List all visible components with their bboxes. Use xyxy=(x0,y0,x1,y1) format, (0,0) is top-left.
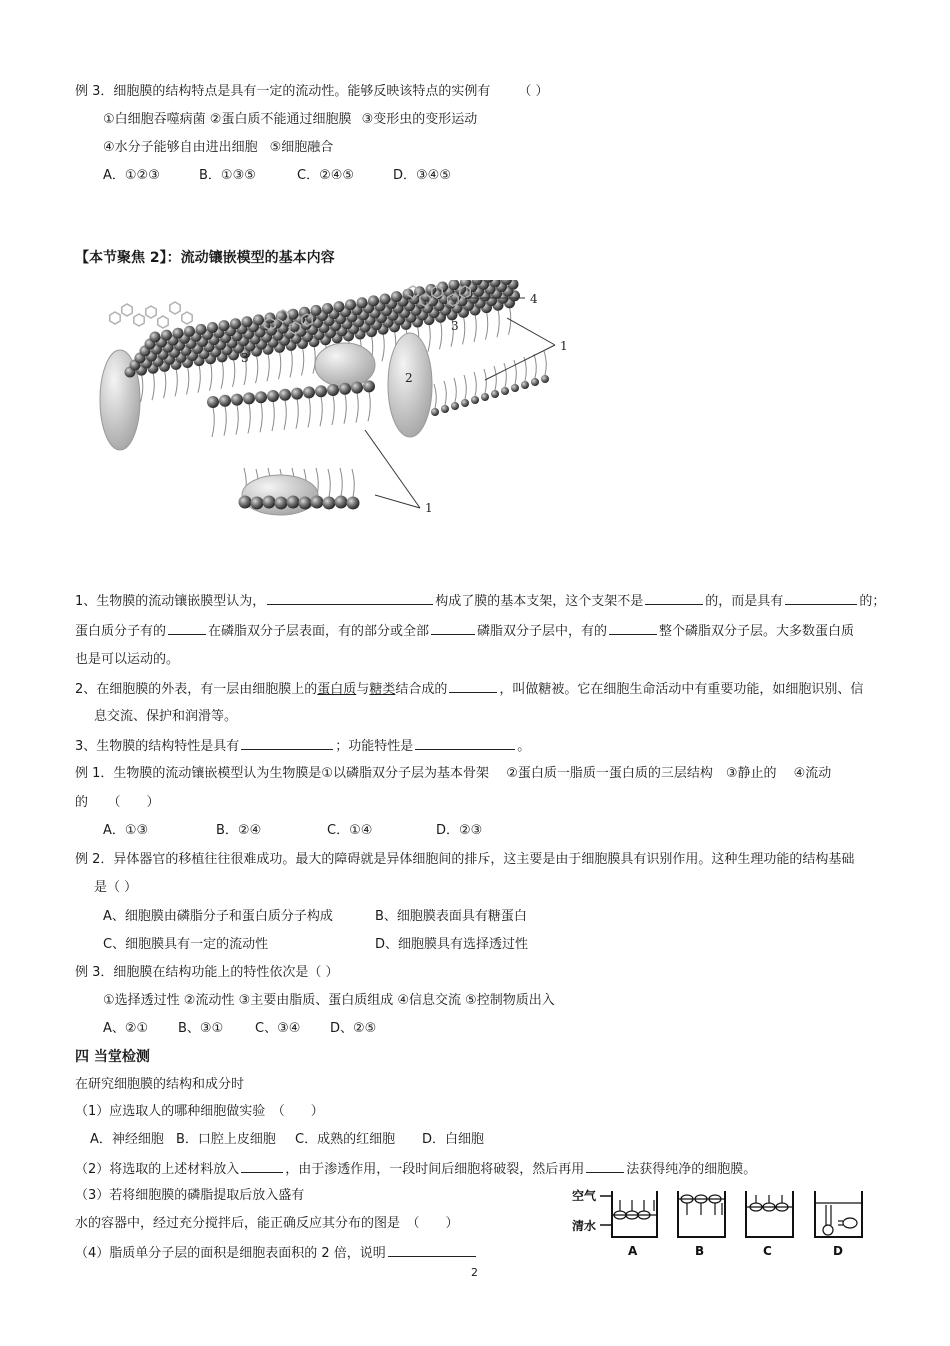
phospholipid-head xyxy=(334,301,345,312)
beaker-label-d: D xyxy=(833,1244,843,1258)
protein-center xyxy=(315,343,375,387)
phospholipid-head xyxy=(279,389,291,401)
phospholipid-tail xyxy=(534,354,536,378)
blank-q2-medium[interactable] xyxy=(241,1160,283,1173)
phospholipid-head xyxy=(287,496,300,509)
item3: 3、生物膜的结构特性是具有 ；功能特性是 。 xyxy=(75,739,531,754)
phospholipid-tail xyxy=(260,402,262,432)
phospholipid-head xyxy=(219,320,230,331)
phospholipid-head xyxy=(426,284,437,295)
ex3-top-items-line1: ①白细胞吞噬病菌 ②蛋白质不能通过细胞膜 ③变形虫的变形运动 xyxy=(103,112,478,127)
phospholipid-head xyxy=(207,322,218,333)
phospholipid-head xyxy=(323,497,336,510)
phospholipid-head xyxy=(511,384,519,392)
phospholipid-head xyxy=(391,291,402,302)
phospholipid-head xyxy=(275,497,288,510)
sugar-chain xyxy=(122,304,132,316)
sugar-chain xyxy=(182,312,192,324)
ex1-option-d: D．②③ xyxy=(436,823,483,838)
sugar-chain xyxy=(170,302,180,314)
phospholipid-tail xyxy=(509,307,511,335)
phospholipid-head xyxy=(267,390,279,402)
phospholipid-head xyxy=(335,496,348,509)
fluid-mosaic-membrane-figure xyxy=(75,280,595,570)
q4: （4）脂质单分子层的面积是细胞表面积的 2 倍，说明 xyxy=(75,1244,478,1262)
figure-label-4: 4 xyxy=(530,292,538,306)
beaker-a-lipids xyxy=(612,1200,657,1219)
item2-line1: 2、在细胞膜的外表，有一层由细胞膜上的蛋白质与糖类结合成的 ，叫做糖被。它在细胞生命活动中有重要功能，如细胞识别、信 xyxy=(75,682,864,697)
figure-label-3-right: 3 xyxy=(451,319,459,333)
ex2-option-d: D、细胞膜具有选择透过性 xyxy=(375,937,529,952)
phospholipid-head xyxy=(299,497,312,510)
phospholipid-tail xyxy=(210,363,212,391)
phospholipid-head xyxy=(288,309,299,320)
protein-label-2 xyxy=(388,333,432,437)
phospholipid-head xyxy=(255,391,267,403)
phospholipid-head xyxy=(311,305,322,316)
phospholipid-tail xyxy=(434,384,436,408)
q1-option-b: B．口腔上皮细胞 xyxy=(176,1132,276,1147)
phospholipid-head xyxy=(451,402,459,410)
ex3-top-option-c: C．②④⑤ xyxy=(297,168,355,183)
phospholipid-tail xyxy=(486,312,488,340)
phospholipid-tail xyxy=(198,365,200,393)
phospholipid-head xyxy=(251,497,264,510)
phospholipid-head xyxy=(243,392,255,404)
blank-structural-property[interactable] xyxy=(241,737,333,750)
blank-spanning[interactable] xyxy=(609,622,657,635)
phospholipid-tail xyxy=(344,394,346,424)
ex3-top-items-line2: ④水分子能够自由进出细胞 ⑤细胞融合 xyxy=(103,140,334,155)
phospholipid-head xyxy=(351,382,363,394)
phospholipid-tail xyxy=(454,378,456,402)
phospholipid-tail xyxy=(463,316,465,344)
beaker-label-b: B xyxy=(695,1244,705,1258)
phospholipid-tail xyxy=(497,309,499,337)
phospholipid-tail xyxy=(504,363,506,387)
phospholipid-head xyxy=(242,316,253,327)
blank-q2-method[interactable] xyxy=(586,1160,624,1173)
ex1-option-b: B．②④ xyxy=(216,823,262,838)
sugar-chain xyxy=(134,314,144,326)
phospholipid-tail xyxy=(464,375,466,399)
blank-q4[interactable] xyxy=(388,1244,476,1257)
ex1-option-a: A．①③ xyxy=(103,823,149,838)
phospholipid-tail xyxy=(484,369,486,393)
phospholipid-tail xyxy=(382,333,384,361)
ex3-stem: 例 3．细胞膜在结构功能上的特性依次是（ ） xyxy=(75,965,339,980)
phospholipid-head xyxy=(253,314,264,325)
ex3-option-b: B、③① xyxy=(178,1021,224,1036)
ex3-top-option-a: A．①②③ xyxy=(103,168,160,183)
phospholipid-head xyxy=(303,386,315,398)
phospholipid-tail xyxy=(272,401,274,431)
ex3-option-a: A、②① xyxy=(103,1021,149,1036)
phospholipid-head xyxy=(231,394,243,406)
sugar-chain xyxy=(146,306,156,318)
phospholipid-head xyxy=(291,388,303,400)
phospholipid-tail xyxy=(296,399,298,429)
ex1-option-c: C．①④ xyxy=(327,823,373,838)
blank-embedded-surface[interactable] xyxy=(168,622,206,635)
section4-heading: 四 当堂检测 xyxy=(75,1049,150,1065)
phospholipid-tail xyxy=(474,372,476,396)
ex3-option-d: D、②⑤ xyxy=(330,1021,377,1036)
phospholipid-head xyxy=(184,326,195,337)
beaker-d-lipids xyxy=(815,1203,862,1235)
phospholipid-tail xyxy=(248,403,250,433)
phospholipid-head xyxy=(263,496,276,509)
beaker-c-lipids xyxy=(746,1195,793,1211)
phospholipid-tail xyxy=(290,349,292,377)
phospholipid-head xyxy=(521,381,529,389)
item1-line1: 1、生物膜的流动镶嵌膜型认为， 构成了膜的基本支架，这个支架不是 的，而是具有 的； xyxy=(75,594,886,609)
phospholipid-tail xyxy=(368,391,370,421)
phospholipid-head xyxy=(322,303,333,314)
phospholipid-head xyxy=(196,324,207,335)
item1-line3: 也是可以运动的。 xyxy=(75,652,180,667)
blank-glycoprotein[interactable] xyxy=(449,680,497,693)
beaker-b-lipids xyxy=(678,1195,725,1215)
phospholipid-tail xyxy=(233,359,235,387)
phospholipid-tail xyxy=(328,469,330,497)
figure-label-2: 2 xyxy=(405,371,413,385)
figure-label-1-top: 1 xyxy=(560,339,568,353)
phospholipid-tail xyxy=(152,372,154,400)
phospholipid-head xyxy=(315,385,327,397)
phospholipid-head xyxy=(461,399,469,407)
ex3-top-option-d: D．③④⑤ xyxy=(393,168,451,183)
phospholipid-tail xyxy=(267,353,269,381)
phospholipid-tail xyxy=(187,367,189,395)
phospholipid-tail xyxy=(141,374,143,402)
blank-not-static[interactable] xyxy=(645,592,703,605)
phospholipid-head xyxy=(491,390,499,398)
phospholipid-head xyxy=(173,328,184,339)
focus2-heading: 【本节聚焦 2】：流动镶嵌模型的基本内容 xyxy=(75,250,335,266)
beaker-label-a: A xyxy=(628,1244,638,1258)
ex1-stem2: 的 （ ） xyxy=(75,795,160,810)
phospholipid-head xyxy=(327,384,339,396)
figure-label-3-left: 3 xyxy=(241,351,249,365)
item2-line2: 息交流、保护和润滑等。 xyxy=(94,709,238,724)
ex1-stem: 例 1．生物膜的流动镶嵌模型认为生物膜是①以磷脂双分子层为基本骨架 ②蛋白质一脂质一蛋白质的三层结构 ③静止的 ④流动 xyxy=(75,766,832,781)
phospholipid-head xyxy=(541,375,549,383)
phospholipid-head xyxy=(531,378,539,386)
ex3-top-option-b: B．①③⑤ xyxy=(199,168,256,183)
phospholipid-tail xyxy=(340,468,342,496)
figure-label-1-bottom: 1 xyxy=(425,501,433,515)
phospholipid-tail xyxy=(212,407,214,437)
q1-option-c: C．成熟的红细胞 xyxy=(295,1132,396,1147)
section4-intro: 在研究细胞膜的结构和成分时 xyxy=(75,1077,245,1092)
phospholipid-head xyxy=(368,295,379,306)
phospholipid-tail xyxy=(444,381,446,405)
phospholipid-head xyxy=(311,496,324,509)
phospholipid-tail xyxy=(279,351,281,379)
beaker-air-label: 空气 xyxy=(572,1189,597,1203)
q3-line2: 水的容器中，经过充分搅拌后，能正确反应其分布的图是 （ ） xyxy=(75,1216,459,1231)
phospholipid-head xyxy=(431,408,439,416)
ex2-option-c: C、细胞膜具有一定的流动性 xyxy=(103,937,269,952)
phospholipid-tail xyxy=(320,396,322,426)
phospholipid-tail xyxy=(494,366,496,390)
ex3-option-c: C、③④ xyxy=(255,1021,301,1036)
blank-fluidity[interactable] xyxy=(785,592,857,605)
phospholipid-tail xyxy=(256,355,258,383)
phospholipid-tail xyxy=(164,370,166,398)
phospholipid-beakers-figure xyxy=(570,1185,890,1260)
phospholipid-tail xyxy=(284,400,286,430)
phospholipid-tail xyxy=(428,324,430,352)
phospholipid-tail xyxy=(175,368,177,396)
phospholipid-head xyxy=(339,383,351,395)
ex2-stem2: 是（ ） xyxy=(94,880,138,895)
ex3-items: ①选择透过性 ②流动性 ③主要由脂质、蛋白质组成 ④信息交流 ⑤控制物质出入 xyxy=(103,993,555,1008)
ex2-stem: 例 2．异体器官的移植往往很难成功。最大的障碍就是异体细胞间的排斥，这主要是由于细胞膜具有识别作用。这种生理功能的结构基础 xyxy=(75,852,855,867)
q1-option-a: A．神经细胞 xyxy=(90,1132,164,1147)
phospholipid-head xyxy=(239,496,252,509)
phospholipid-tail xyxy=(308,397,310,427)
phospholipid-head xyxy=(481,393,489,401)
blank-embedded-in[interactable] xyxy=(431,622,475,635)
item1-line2: 蛋白质分子有的 在磷脂双分子层表面，有的部分或全部 磷脂双分子层中，有的 整个磷脂双分子层。大多数蛋白质 xyxy=(75,624,855,639)
phospholipid-head xyxy=(345,299,356,310)
phospholipid-head xyxy=(441,405,449,413)
beaker-water-label: 清水 xyxy=(572,1219,597,1233)
q1-option-d: D．白细胞 xyxy=(422,1132,485,1147)
phospholipid-tail xyxy=(221,361,223,389)
beaker-label-c: C xyxy=(763,1244,772,1258)
sugar-chain xyxy=(110,312,120,324)
blank-functional-property[interactable] xyxy=(415,737,515,750)
ex2-option-a: A、细胞膜由磷脂分子和蛋白质分子构成 xyxy=(103,909,333,924)
phospholipid-tail xyxy=(236,405,238,435)
phospholipid-head xyxy=(363,380,375,392)
q2: （2）将选取的上述材料放入 ，由于渗透作用，一段时间后细胞将破裂，然后再用 法获得纯净的细胞膜。 xyxy=(75,1162,757,1177)
phospholipid-tail xyxy=(352,469,354,497)
page-number: 2 xyxy=(471,1266,478,1279)
phospholipid-head xyxy=(471,396,479,404)
sugar-chain xyxy=(158,316,168,328)
phospholipid-tail xyxy=(302,348,304,376)
phospholipid-tail xyxy=(514,360,516,384)
phospholipid-head xyxy=(230,318,241,329)
q1-stem: （1）应选取人的哪种细胞做实验 （ ） xyxy=(75,1104,324,1119)
q3-line1: （3）若将细胞膜的磷脂提取后放入盛有 xyxy=(75,1188,305,1203)
phospholipid-head xyxy=(150,332,161,343)
phospholipid-head xyxy=(347,497,360,510)
phospholipid-head xyxy=(161,330,172,341)
phospholipid-tail xyxy=(224,406,226,436)
phospholipid-head xyxy=(501,387,509,395)
ex2-option-b: B、细胞膜表面具有糖蛋白 xyxy=(375,909,527,924)
blank-basic-scaffold[interactable] xyxy=(267,592,433,605)
phospholipid-tail xyxy=(440,321,442,349)
phospholipid-head xyxy=(207,396,219,408)
phospholipid-head xyxy=(380,294,391,305)
phospholipid-tail xyxy=(332,395,334,425)
ex3-top-stem: 例 3．细胞膜的结构特点是具有一定的流动性。能够反映该特点的实例有 （ ） xyxy=(75,84,549,99)
phospholipid-head xyxy=(219,395,231,407)
phospholipid-head xyxy=(357,297,368,308)
phospholipid-tail xyxy=(474,314,476,342)
phospholipid-tail xyxy=(544,351,546,375)
beaker-d xyxy=(815,1191,862,1237)
phospholipid-tail xyxy=(356,393,358,423)
phospholipid-tail xyxy=(313,346,315,374)
